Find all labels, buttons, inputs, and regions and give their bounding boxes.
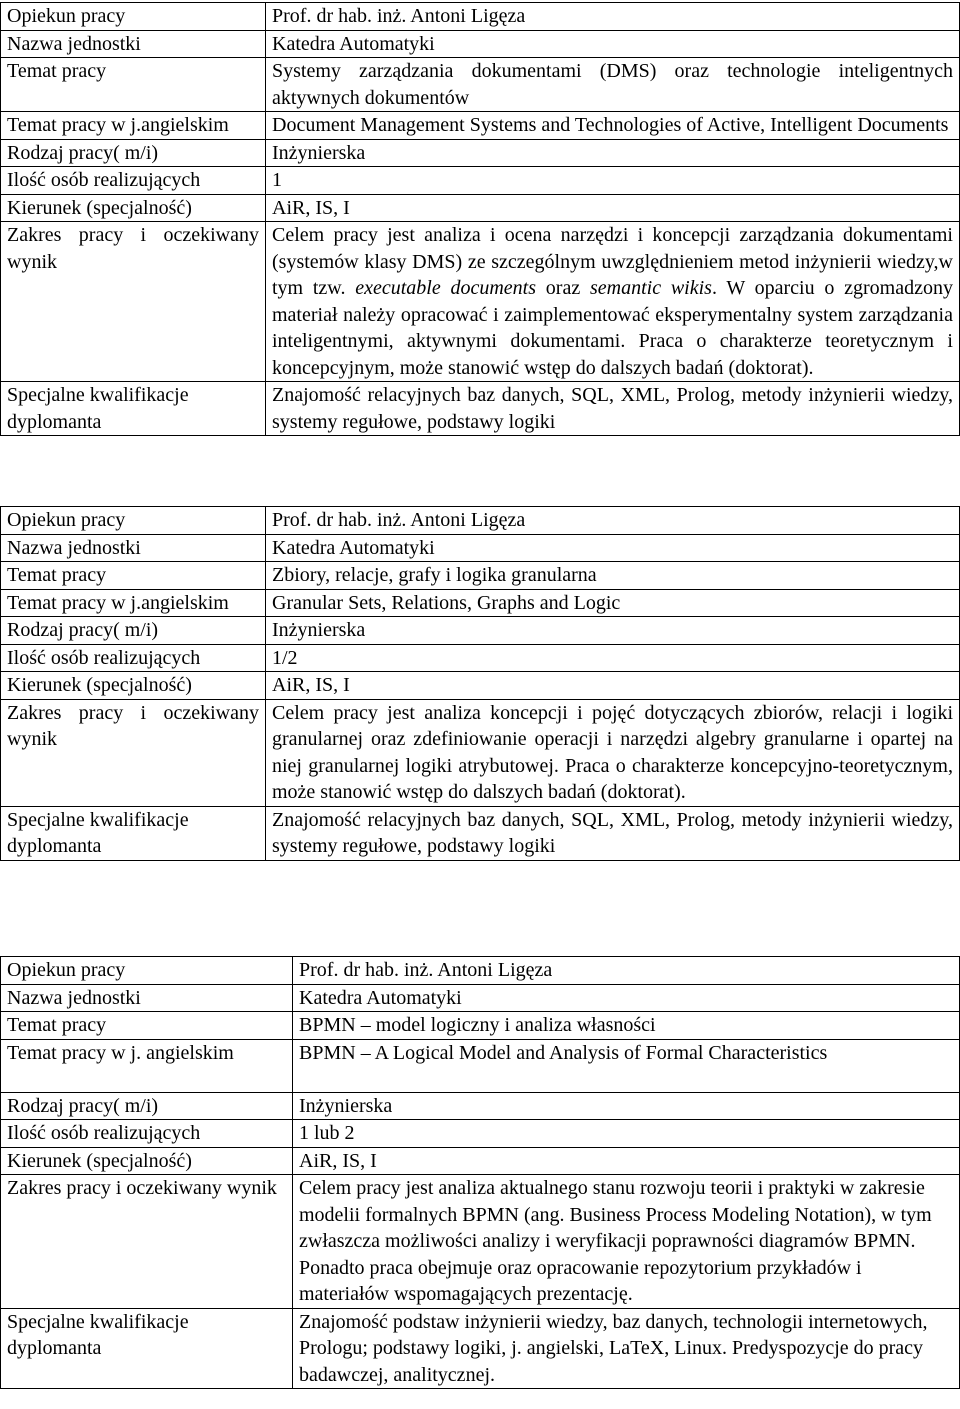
row-topic (1, 1012, 960, 1040)
value-type: Inżynierska (299, 1094, 393, 1117)
scope-italic: executable documents (355, 277, 537, 299)
value-cell (293, 957, 960, 985)
value-cell (266, 589, 960, 617)
label-supervisor: Opiekun pracy (7, 959, 126, 981)
label-topic-en: Temat pracy w j.angielskim (7, 114, 229, 136)
label-unit: Nazwa jednostki (7, 32, 141, 55)
label-cell (1, 672, 266, 700)
value-people: 1 (272, 169, 282, 191)
value-field: AiR, IS, I (272, 196, 350, 219)
row-supervisor (1, 507, 960, 535)
row-type (1, 139, 960, 167)
label-people: Ilość osób realizujących (7, 1122, 201, 1144)
label-cell (1, 644, 266, 672)
value-cell (293, 1147, 960, 1175)
label-cell (1, 30, 266, 58)
thesis-table-2 (0, 506, 960, 861)
value-cell (266, 644, 960, 672)
label-cell (1, 3, 266, 31)
label-field: Kierunek (specjalność) (7, 674, 192, 696)
thesis-table-1 (0, 2, 960, 436)
label-type: Rodzaj pracy( m/i) (7, 141, 159, 164)
value-topic-en: Granular Sets, Relations, Graphs and Logic (272, 591, 621, 614)
row-qualifications (1, 1308, 960, 1389)
scope-text: Celem pracy jest analiza i ocena narzędzi i koncepcji zarządzania dokumentami (systemów klasy DMS) ze szczególnym uwzględnieniem metod inżynierii wiedzy,w tym tzw. (272, 224, 953, 299)
row-qualifications (1, 382, 960, 436)
row-scope (1, 699, 960, 806)
value-cell (293, 984, 960, 1012)
value-cell (266, 534, 960, 562)
value-cell (266, 167, 960, 195)
row-field (1, 194, 960, 222)
value-topic: BPMN – model logiczny i analiza własności (299, 1014, 656, 1036)
value-scope (272, 224, 953, 379)
thesis-table (0, 506, 960, 861)
value-cell (266, 806, 960, 860)
label-cell (1, 562, 266, 590)
label-scope: Zakres pracy i oczekiwany wynik (7, 224, 259, 273)
value-unit: Katedra Automatyki (272, 32, 435, 55)
label-field: Kierunek (specjalność) (7, 196, 192, 219)
label-cell (1, 806, 266, 860)
value-topic: Systemy zarządzania dokumentami (DMS) oraz technologie inteligentnych aktywnych dokumentów (272, 60, 953, 109)
label-type: Rodzaj pracy( m/i) (7, 619, 159, 641)
label-topic: Temat pracy (7, 60, 107, 82)
label-qualifications: Specjalne kwalifikacje dyplomanta (7, 1310, 189, 1359)
row-topic-en (1, 1039, 960, 1092)
thesis-table (0, 2, 960, 436)
value-cell (266, 699, 960, 806)
value-unit: Katedra Automatyki (299, 986, 462, 1009)
label-field: Kierunek (specjalność) (7, 1149, 192, 1172)
label-cell (1, 58, 266, 112)
value-cell (266, 562, 960, 590)
value-cell (266, 672, 960, 700)
label-cell (1, 139, 266, 167)
row-type (1, 1092, 960, 1120)
value-cell (293, 1092, 960, 1120)
row-field (1, 1147, 960, 1175)
label-cell (1, 1092, 293, 1120)
value-qualifications: Znajomość relacyjnych baz danych, SQL, XML, Prolog, metody inżynierii wiedzy, systemy regułowe, podstawy logiki (272, 384, 953, 433)
row-topic (1, 562, 960, 590)
value-type: Inżynierska (272, 619, 366, 641)
value-field: AiR, IS, I (299, 1149, 377, 1172)
row-people (1, 1120, 960, 1148)
value-people: 1 lub 2 (299, 1122, 355, 1144)
label-cell (1, 1012, 293, 1040)
label-cell (1, 507, 266, 535)
value-cell (266, 222, 960, 382)
row-people (1, 167, 960, 195)
row-supervisor (1, 3, 960, 31)
row-supervisor (1, 957, 960, 985)
label-people: Ilość osób realizujących (7, 646, 201, 669)
label-cell (1, 984, 293, 1012)
label-topic-en: Temat pracy w j.angielskim (7, 591, 229, 614)
value-cell (266, 3, 960, 31)
value-cell (266, 30, 960, 58)
value-cell (293, 1175, 960, 1309)
label-qualifications: Specjalne kwalifikacje dyplomanta (7, 384, 189, 433)
label-unit: Nazwa jednostki (7, 986, 141, 1009)
scope-text: . W oparciu o zgromadzony materiał należy opracować i zaimplementować eksperymentalny system zarządzania inteligentnymi, aktywnymi dokumentami. Praca o charakterze teoretycznym i koncepcyjnym, może stanowić wstęp do dalszych badań (doktorat). (272, 277, 953, 379)
label-cell (1, 194, 266, 222)
label-topic: Temat pracy (7, 1014, 107, 1036)
label-cell (1, 617, 266, 645)
row-topic-en (1, 589, 960, 617)
row-scope (1, 222, 960, 382)
value-supervisor: Prof. dr hab. inż. Antoni Ligęza (299, 959, 553, 981)
value-unit: Katedra Automatyki (272, 536, 435, 559)
value-cell (266, 112, 960, 140)
label-cell (1, 382, 266, 436)
value-cell (266, 617, 960, 645)
value-cell (293, 1012, 960, 1040)
value-cell (266, 507, 960, 535)
value-qualifications: Znajomość relacyjnych baz danych, SQL, XML, Prolog, metody inżynierii wiedzy, systemy regułowe, podstawy logiki (272, 808, 953, 857)
value-topic-en: Document Management Systems and Technologies of Active, Intelligent Documents (272, 114, 949, 136)
row-field (1, 672, 960, 700)
label-supervisor: Opiekun pracy (7, 509, 126, 531)
value-cell (266, 139, 960, 167)
label-people: Ilość osób realizujących (7, 169, 201, 191)
label-supervisor: Opiekun pracy (7, 5, 126, 27)
value-qualifications: Znajomość podstaw inżynierii wiedzy, baz danych, technologii internetowych, Prologu; podstawy logiki, j. angielski, LaTeX, Linux. Predyspozycje do pracy badawczej, analitycznej. (299, 1310, 928, 1386)
value-supervisor: Prof. dr hab. inż. Antoni Ligęza (272, 5, 526, 27)
value-cell (293, 1120, 960, 1148)
label-cell (1, 1308, 293, 1389)
value-cell (293, 1039, 960, 1092)
value-people: 1/2 (272, 646, 298, 669)
label-topic-en: Temat pracy w j. angielskim (7, 1041, 234, 1064)
label-qualifications: Specjalne kwalifikacje dyplomanta (7, 808, 189, 857)
value-cell (266, 194, 960, 222)
label-cell (1, 957, 293, 985)
label-unit: Nazwa jednostki (7, 536, 141, 559)
value-scope: Celem pracy jest analiza aktualnego stanu rozwoju teorii i praktyki w zakresie modelii formalnych BPMN (ang. Business Process Modeling Notation), w tym zwłaszcza możliwości analizy i weryfikacji poprawności diagramów BPMN. Ponadto praca obejmuje oraz opracowanie repozytorium przykładów i materiałów wspomagających prezentację. (299, 1177, 932, 1305)
label-cell (1, 112, 266, 140)
row-qualifications (1, 806, 960, 860)
value-type: Inżynierska (272, 141, 366, 164)
label-cell (1, 1039, 293, 1092)
label-scope: Zakres pracy i oczekiwany wynik (7, 701, 259, 750)
row-type (1, 617, 960, 645)
scope-text: oraz (536, 277, 590, 299)
value-field: AiR, IS, I (272, 674, 350, 696)
value-scope: Celem pracy jest analiza koncepcji i pojęć dotyczących zbiorów, relacji i logiki granularnej oraz zdefiniowanie operacji i narzędzi algebry granularne i opartej na niej granularnej logiki atrybutowej. Praca o charakterze koncepcyjno-teoretycznym, może stanowić wstęp do dalszych badań (doktorat). (272, 701, 953, 803)
label-cell (1, 699, 266, 806)
value-supervisor: Prof. dr hab. inż. Antoni Ligęza (272, 509, 526, 531)
row-scope (1, 1175, 960, 1309)
value-cell (266, 58, 960, 112)
row-unit (1, 30, 960, 58)
scope-italic: semantic wikis (589, 277, 712, 299)
row-people (1, 644, 960, 672)
label-cell (1, 222, 266, 382)
thesis-table (0, 956, 960, 1389)
thesis-table-3 (0, 956, 960, 1389)
label-cell (1, 1175, 293, 1309)
row-topic-en (1, 112, 960, 140)
row-unit (1, 534, 960, 562)
label-cell (1, 167, 266, 195)
label-cell (1, 534, 266, 562)
value-topic: Zbiory, relacje, grafy i logika granularna (272, 564, 597, 586)
value-topic-en: BPMN – A Logical Model and Analysis of Formal Characteristics (299, 1041, 828, 1064)
value-cell (293, 1308, 960, 1389)
label-cell (1, 1147, 293, 1175)
label-scope: Zakres pracy i oczekiwany wynik (7, 1177, 277, 1199)
label-type: Rodzaj pracy( m/i) (7, 1094, 159, 1117)
row-topic (1, 58, 960, 112)
label-topic: Temat pracy (7, 564, 107, 586)
value-cell (266, 382, 960, 436)
label-cell (1, 1120, 293, 1148)
row-unit (1, 984, 960, 1012)
label-cell (1, 589, 266, 617)
